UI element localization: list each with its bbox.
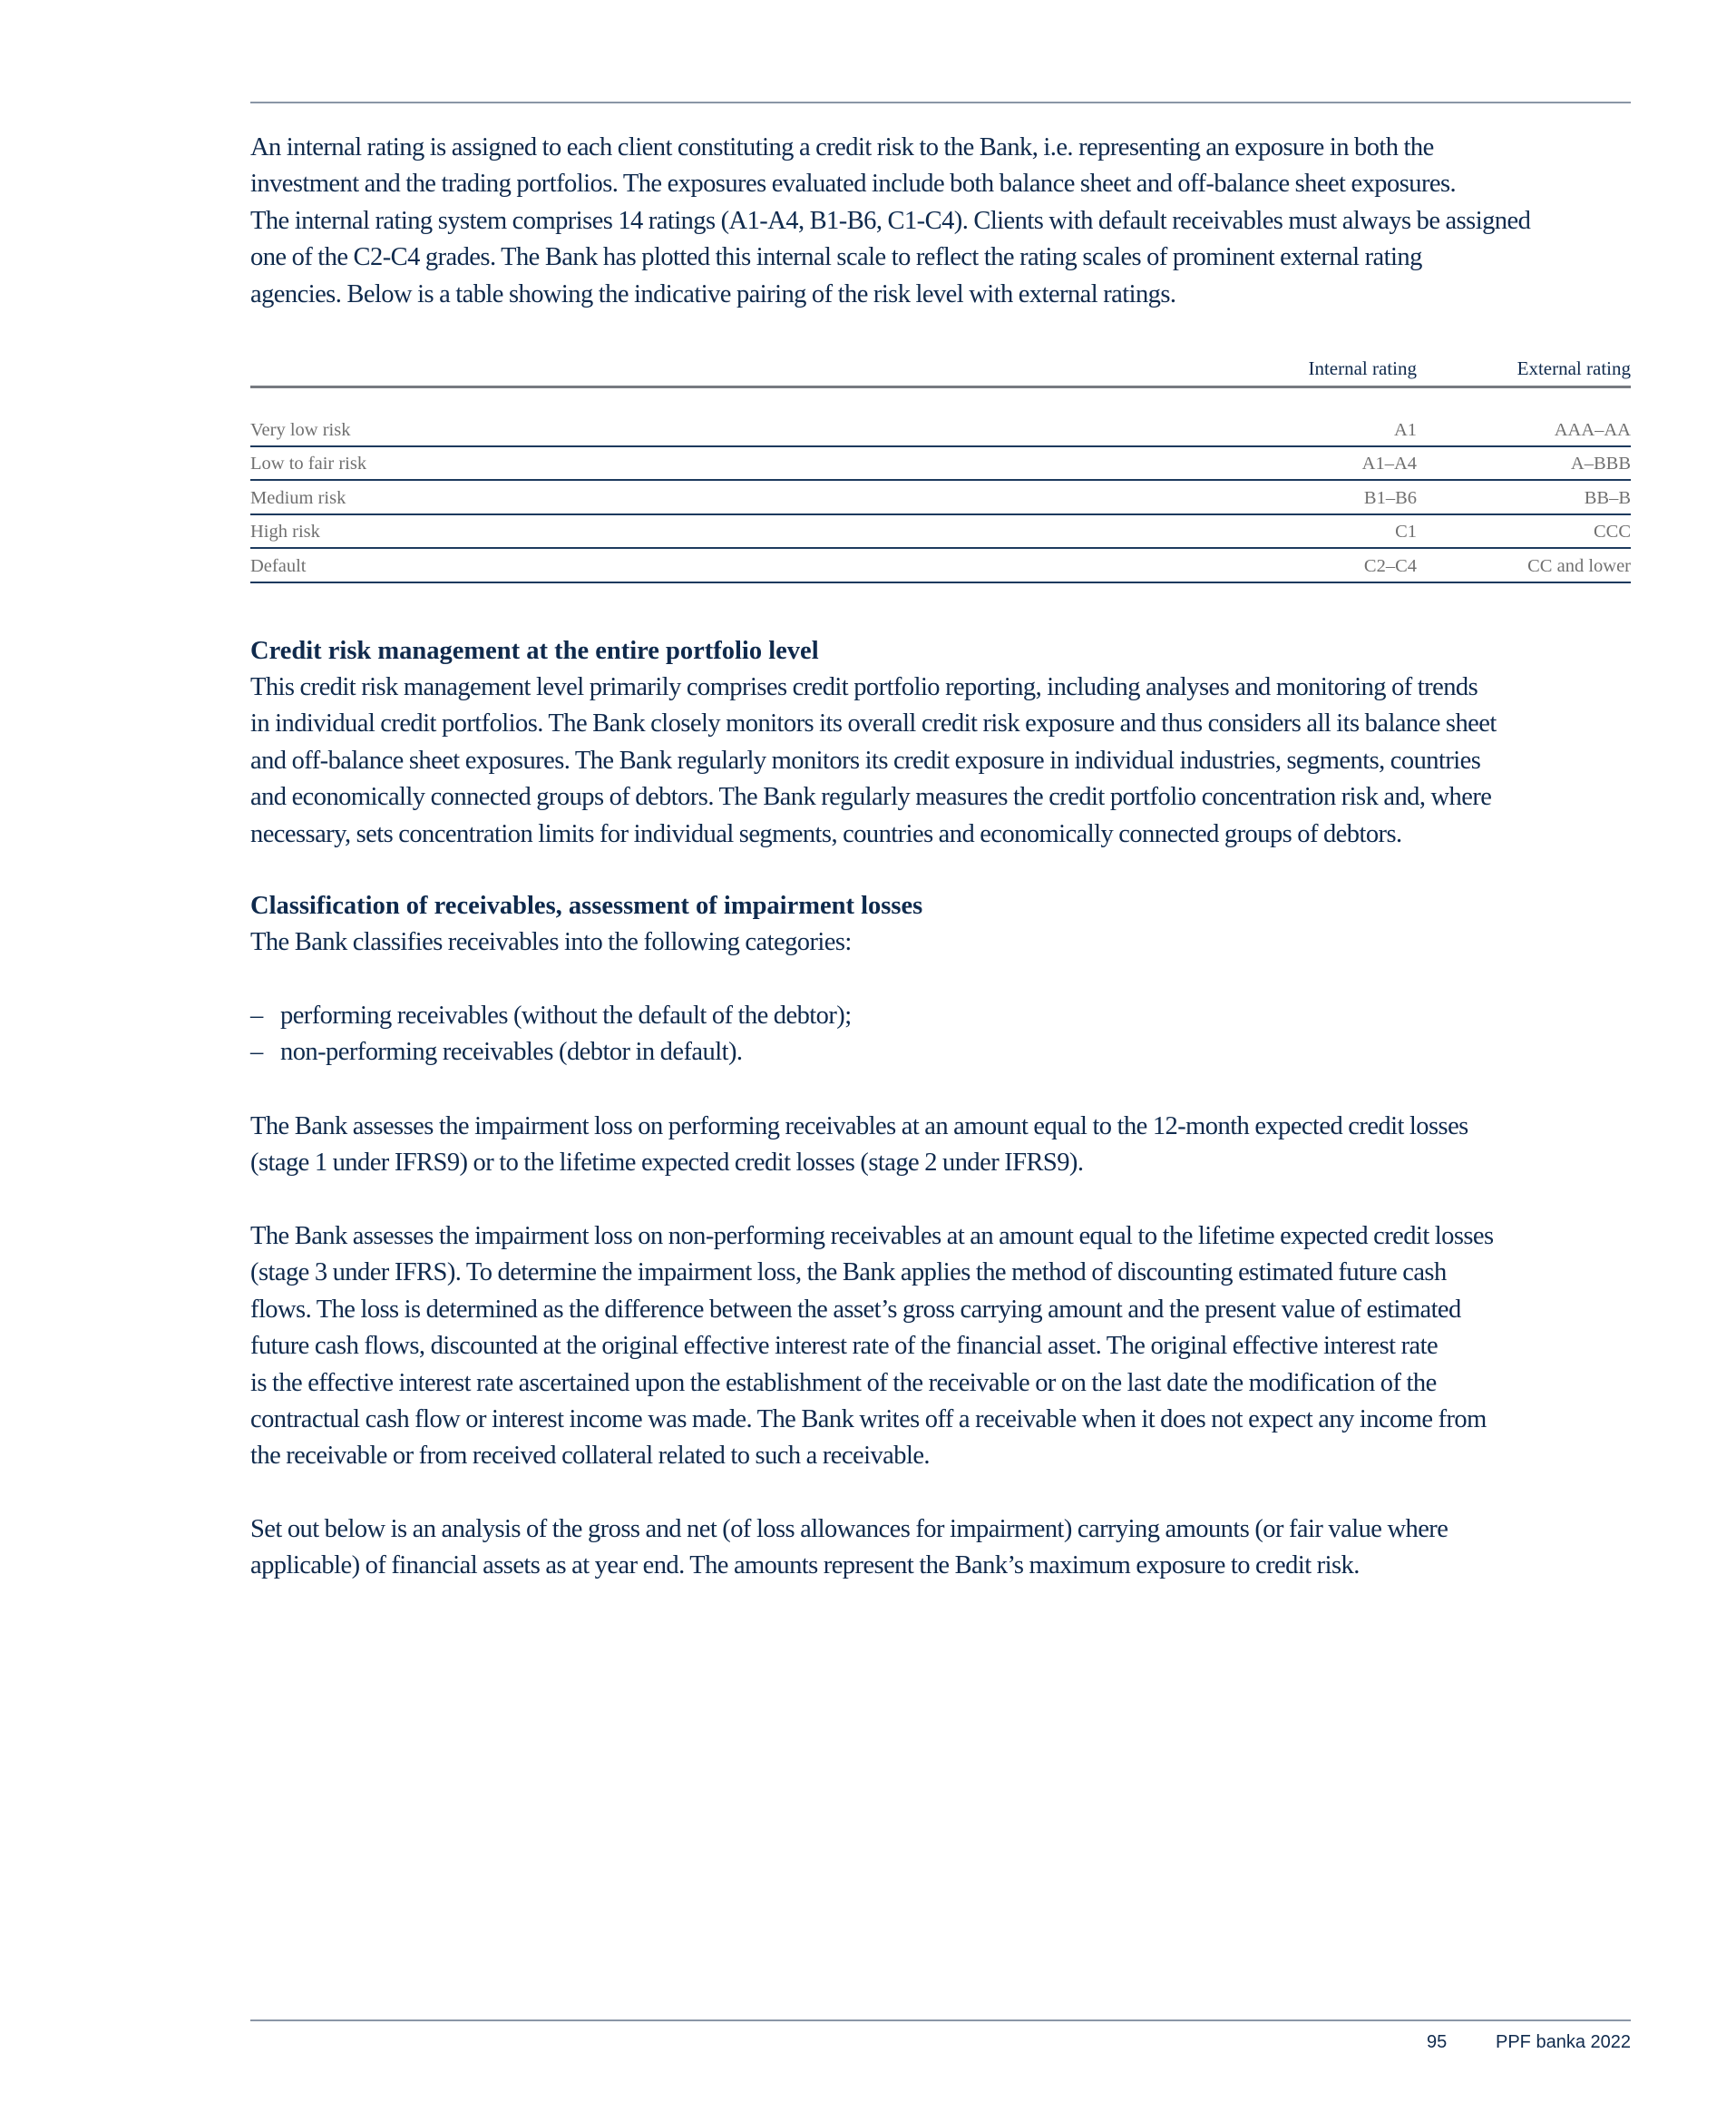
publication-title: PPF banka 2022: [1496, 2032, 1631, 2052]
table-row: [250, 481, 1631, 515]
section-heading-classification: Classification of receivables, assessment of impairment losses: [250, 892, 923, 920]
rating-table: [250, 352, 1631, 583]
text-line: in individual credit portfolios. The Bank closely monitors its overall credit risk exposure and thus considers all its balance sheet: [250, 709, 1497, 738]
text-line: applicable) of financial assets as at year end. The amounts represent the Bank’s maximum exposure to credit risk.: [250, 1551, 1360, 1580]
text-line: An internal rating is assigned to each client constituting a credit risk to the Bank, i.e. representing an exposure in both the: [250, 133, 1434, 161]
top-divider: [250, 102, 1631, 103]
external-rating: CC and lower: [1527, 555, 1631, 576]
text-line: one of the C2-C4 grades. The Bank has plotted this internal scale to reflect the rating scales of prominent external rating: [250, 243, 1422, 272]
bullet-text: performing receivables (without the default of the debtor);: [280, 1002, 852, 1030]
text-line: This credit risk management level primarily comprises credit portfolio reporting, including analyses and monitoring of trends: [250, 673, 1478, 701]
external-rating: A–BBB: [1570, 454, 1631, 474]
classification-intro: [250, 924, 1647, 961]
risk-level: Very low risk: [250, 419, 351, 440]
text-line: the receivable or from received collateral related to such a receivable.: [250, 1442, 930, 1471]
text-line: and economically connected groups of debtors. The Bank regularly measures the credit portfolio concentration risk and, where: [250, 783, 1492, 812]
table-row: [250, 515, 1631, 550]
dash-marker-icon: –: [250, 1002, 263, 1030]
text-line: The Bank assesses the impairment loss on performing receivables at an amount equal to the 12-month expected credit losses: [250, 1112, 1468, 1140]
table-spacer: [250, 388, 1631, 413]
page-number: 95: [1427, 2032, 1448, 2052]
section-heading-portfolio: Credit risk management at the entire portfolio level: [250, 637, 819, 665]
text-line: investment and the trading portfolios. The exposures evaluated include both balance sheet and off-balance sheet exposures.: [250, 170, 1457, 199]
bullet-item: [250, 998, 852, 1034]
internal-rating: A1: [1393, 419, 1417, 440]
risk-level: Low to fair risk: [250, 454, 367, 474]
text-line: contractual cash flow or interest income was made. The Bank writes off a receivable when it does not expect any income from: [250, 1405, 1487, 1434]
text-line: agencies. Below is a table showing the indicative pairing of the risk level with external ratings.: [250, 279, 1176, 308]
internal-rating: C1: [1395, 522, 1417, 542]
text-line: The internal rating system comprises 14 ratings (A1-A4, B1-B6, C1-C4). Clients with default receivables must always be assigned: [250, 206, 1531, 235]
table-row: [250, 447, 1631, 482]
external-rating: AAA–AA: [1554, 419, 1631, 440]
header-internal-rating: Internal rating: [1308, 357, 1417, 379]
text-line: and off-balance sheet exposures. The Bank regularly monitors its credit exposure in individual industries, segments, countries: [250, 746, 1481, 775]
text-line: future cash flows, discounted at the original effective interest rate of the financial asset. The original effective interest rate: [250, 1332, 1439, 1361]
table-header: [250, 352, 1631, 388]
risk-level: Medium risk: [250, 487, 346, 508]
performing-paragraph: [250, 1109, 1647, 1182]
analysis-paragraph: [250, 1511, 1647, 1585]
text-line: necessary, sets concentration limits for individual segments, countries and economically connected groups of debtors.: [250, 819, 1402, 848]
internal-rating: C2–C4: [1363, 555, 1417, 576]
intro-paragraph: [250, 130, 1647, 313]
text-line: (stage 3 under IFRS). To determine the impairment loss, the Bank applies the method of discounting estimated future cash: [250, 1258, 1447, 1287]
internal-rating: B1–B6: [1363, 487, 1417, 508]
nonperforming-paragraph: [250, 1218, 1647, 1475]
table-row: [250, 549, 1631, 583]
portfolio-paragraph: [250, 670, 1647, 853]
risk-level: High risk: [250, 522, 320, 542]
text-line: The Bank classifies receivables into the following categories:: [250, 928, 852, 956]
external-rating: BB–B: [1584, 487, 1631, 508]
external-rating: CCC: [1593, 522, 1631, 542]
text-line: The Bank assesses the impairment loss on non-performing receivables at an amount equal to the lifetime expected credit losses: [250, 1222, 1494, 1250]
header-external-rating: External rating: [1517, 357, 1631, 379]
bullet-text: non-performing receivables (debtor in default).: [280, 1038, 743, 1066]
text-line: is the effective interest rate ascertained upon the establishment of the receivable or on the last date the modification of the: [250, 1368, 1437, 1397]
text-line: flows. The loss is determined as the difference between the asset’s gross carrying amount and the present value of estimated: [250, 1295, 1461, 1324]
footer-divider: [250, 2019, 1631, 2021]
text-line: Set out below is an analysis of the gross and net (of loss allowances for impairment) carrying amounts (or fair value where: [250, 1515, 1448, 1543]
risk-level: Default: [250, 555, 307, 576]
text-line: (stage 1 under IFRS9) or to the lifetime expected credit losses (stage 2 under IFRS9).: [250, 1149, 1084, 1178]
bullet-item: [250, 1034, 742, 1071]
dash-marker-icon: –: [250, 1038, 263, 1066]
internal-rating: A1–A4: [1361, 454, 1417, 474]
table-row: [250, 413, 1631, 447]
